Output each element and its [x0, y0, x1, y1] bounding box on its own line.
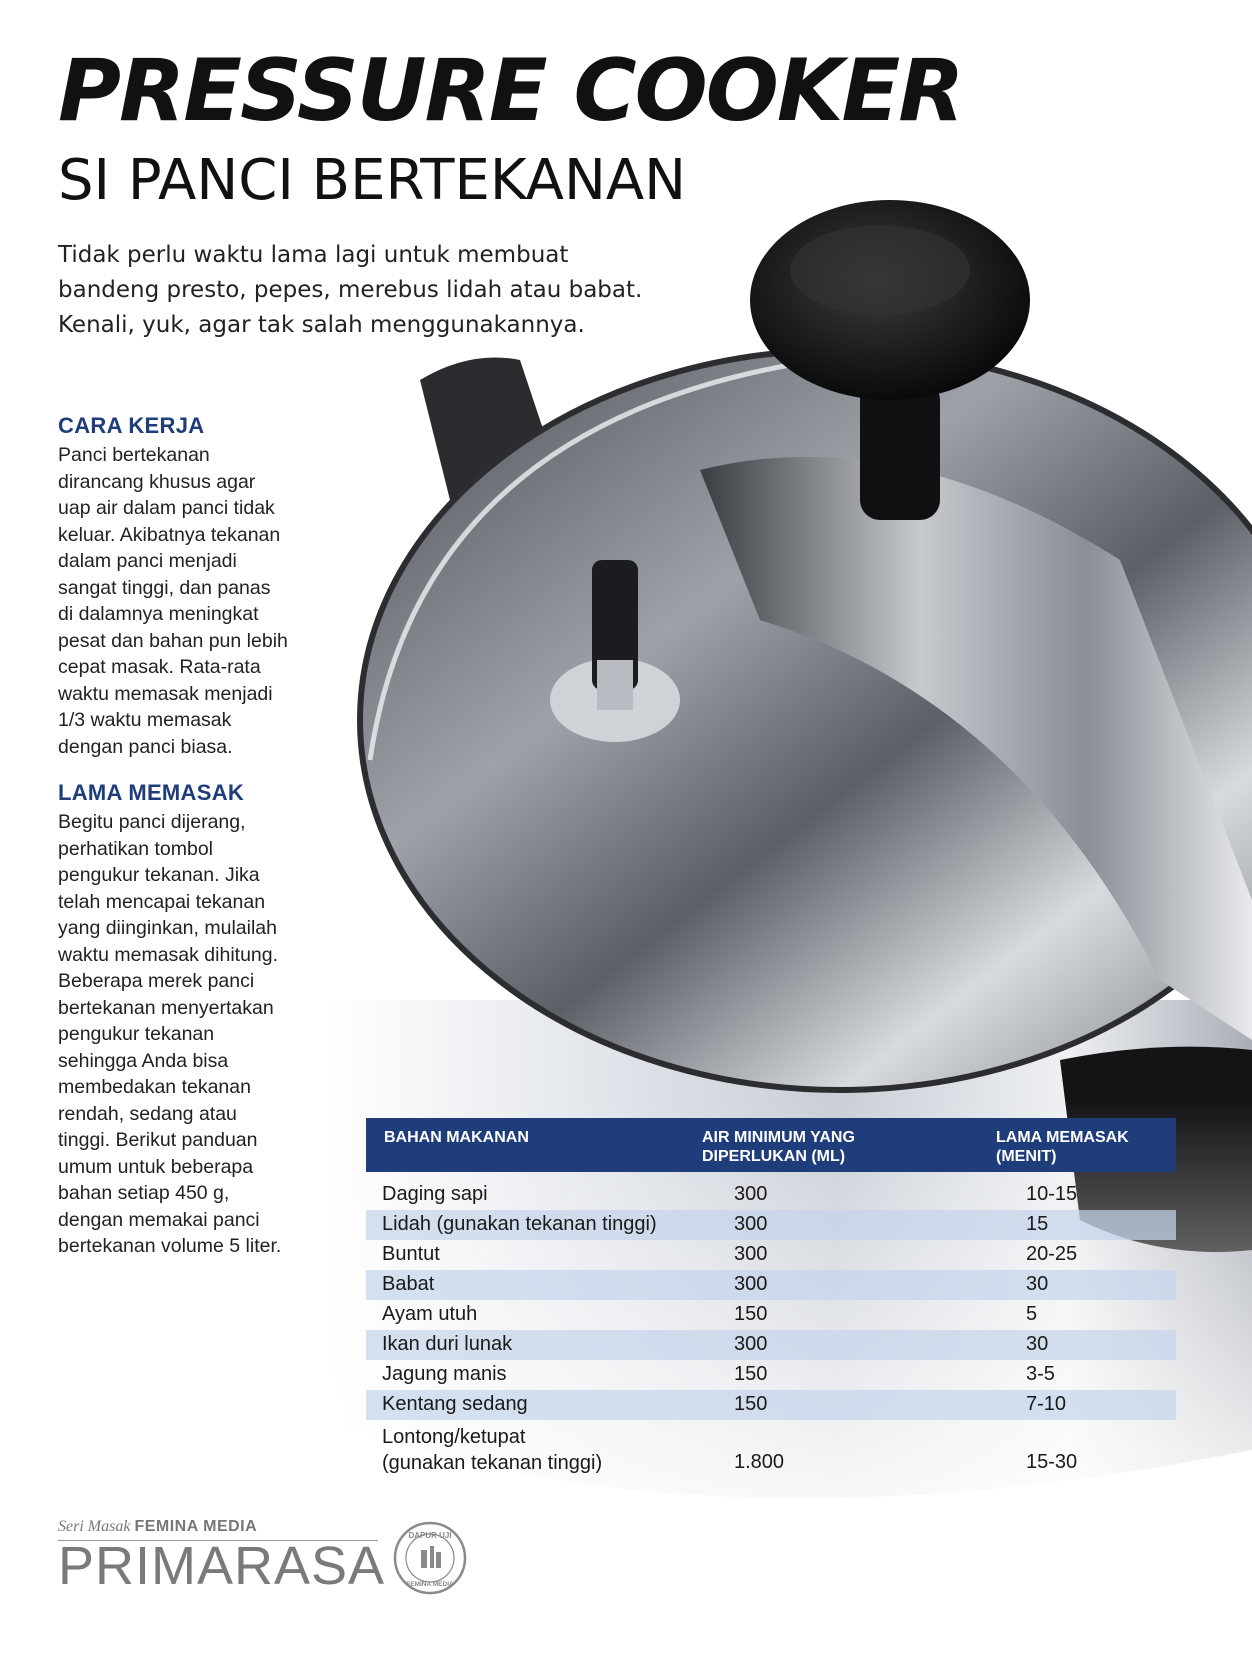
text-line: uap air dalam panci tidak — [58, 497, 275, 519]
table-row — [366, 1360, 1176, 1390]
cell-lama: 3-5 — [1026, 1363, 1055, 1385]
cooking-time-table — [366, 1118, 1176, 1480]
text-line: yang diinginkan, mulailah — [58, 917, 277, 939]
text-line: membedakan tekanan — [58, 1076, 251, 1098]
text-line: telah mencapai tekanan — [58, 890, 266, 913]
brand-logo-text: PRIMARASA — [58, 1536, 386, 1596]
seal-top-text: DAPUR UJI — [408, 1531, 452, 1540]
page-subtitle: SI PANCI BERTEKANAN — [58, 148, 687, 213]
text-line: pengukur tekanan — [58, 1023, 215, 1045]
cell-bahan — [382, 1424, 602, 1476]
cell-lama: 15 — [1026, 1213, 1049, 1235]
cell-bahan: Kentang sedang — [382, 1393, 528, 1415]
text-line: dengan memakai panci — [58, 1208, 260, 1231]
text-line: waktu memasak menjadi — [58, 682, 273, 705]
cell-lama: 30 — [1026, 1333, 1049, 1355]
text-line: Beberapa merek panci — [58, 970, 255, 992]
cell-air: 150 — [734, 1393, 768, 1415]
cara-kerja-heading: CARA KERJA — [58, 413, 205, 438]
lama-memasak-heading: LAMA MEMASAK — [58, 780, 245, 805]
cell-bahan: Ikan duri lunak — [382, 1333, 513, 1355]
dapur-uji-seal-icon — [392, 1520, 468, 1596]
text-line: Panci bertekanan — [58, 444, 210, 466]
cell-air: 150 — [734, 1303, 768, 1325]
cara-kerja-text — [58, 442, 328, 760]
seal-bottom-text: FEMINA MEDIA — [406, 1581, 454, 1588]
text-line: dalam panci menjadi — [58, 550, 237, 572]
text-line: waktu memasak dihitung. — [58, 943, 279, 966]
cell-lama: 15-30 — [1026, 1451, 1078, 1473]
cell-bahan: Buntut — [382, 1243, 440, 1265]
lama-memasak-text — [58, 809, 328, 1260]
lama-memasak-section — [58, 780, 328, 1260]
header-air — [702, 1128, 942, 1166]
table-row — [366, 1240, 1176, 1270]
table-row — [366, 1420, 1176, 1480]
cell-air: 150 — [734, 1363, 768, 1385]
text-line: bahan setiap 450 g, — [58, 1182, 230, 1204]
header-lama — [996, 1128, 1166, 1166]
cell-bahan: Jagung manis — [382, 1363, 507, 1385]
table-row — [366, 1270, 1176, 1300]
text-line: keluar. Akibatnya tekanan — [58, 523, 281, 546]
cell-bahan: Daging sapi — [382, 1183, 488, 1205]
header-lama-line: LAMA MEMASAK — [996, 1129, 1129, 1146]
text-line: umum untuk beberapa — [58, 1155, 254, 1178]
cell-air: 300 — [734, 1213, 768, 1235]
text-line: dengan panci biasa. — [58, 735, 233, 758]
cell-air: 300 — [734, 1243, 768, 1265]
cell-air: 300 — [734, 1333, 768, 1355]
page-title: PRESSURE COOKER — [58, 41, 963, 141]
table-row — [366, 1210, 1176, 1240]
cell-lama: 7-10 — [1026, 1393, 1067, 1415]
text-line: pengukur tekanan. Jika — [58, 864, 260, 886]
text-line: 1/3 waktu memasak — [58, 709, 232, 731]
table-row — [366, 1180, 1176, 1210]
text-line: perhatikan tombol — [58, 837, 214, 860]
text-line: di dalamnya meningkat — [58, 603, 259, 625]
cell-bahan: Babat — [382, 1273, 435, 1295]
table-row — [366, 1300, 1176, 1330]
text-line: bertekanan volume 5 liter. — [58, 1235, 282, 1257]
cell-lama: 30 — [1026, 1273, 1049, 1295]
cell-lama: 20-25 — [1026, 1243, 1078, 1265]
table-header — [366, 1118, 1176, 1172]
header-air-line: AIR MINIMUM YANG — [702, 1129, 855, 1146]
text-line: Begitu panci dijerang, — [58, 811, 246, 833]
header-lama-line: (MENIT) — [996, 1148, 1057, 1165]
header-bahan: BAHAN MAKANAN — [384, 1129, 529, 1146]
series-prefix: Seri Masak — [58, 1518, 131, 1535]
cell-bahan: Ayam utuh — [382, 1303, 478, 1325]
intro-line: Tidak perlu waktu lama lagi untuk membuat — [58, 242, 569, 268]
text-line: pesat dan bahan pun lebih — [58, 629, 288, 652]
text-line: cepat masak. Rata-rata — [58, 656, 261, 678]
text-line: dirancang khusus agar — [58, 470, 256, 493]
cell-air: 1.800 — [734, 1451, 785, 1473]
cell-air: 300 — [734, 1273, 768, 1295]
text-line: bertekanan menyertakan — [58, 996, 274, 1019]
cell-lama: 5 — [1026, 1303, 1038, 1325]
text-line: rendah, sedang atau — [58, 1102, 237, 1125]
table-body — [366, 1180, 1176, 1480]
table-row — [366, 1390, 1176, 1420]
cell-lama: 10-15 — [1026, 1183, 1078, 1205]
text-line: tinggi. Berikut panduan — [58, 1129, 258, 1151]
cara-kerja-section — [58, 413, 328, 760]
series-line — [58, 1518, 385, 1536]
footer-brand — [58, 1518, 386, 1596]
cell-bahan-line: (gunakan tekanan tinggi) — [382, 1452, 603, 1474]
intro-paragraph — [58, 238, 738, 343]
text-line: sangat tinggi, dan panas — [58, 576, 271, 599]
cell-bahan-line: Lontong/ketupat — [382, 1426, 526, 1448]
intro-line: Kenali, yuk, agar tak salah menggunakannya. — [58, 312, 585, 338]
cell-bahan: Lidah (gunakan tekanan tinggi) — [382, 1213, 657, 1235]
cell-air: 300 — [734, 1183, 768, 1205]
text-line: sehingga Anda bisa — [58, 1049, 229, 1072]
intro-line: bandeng presto, pepes, merebus lidah atau babat. — [58, 277, 643, 303]
series-name: FEMINA MEDIA — [134, 1518, 258, 1535]
table-row — [366, 1330, 1176, 1360]
header-air-line: DIPERLUKAN (ML) — [702, 1148, 846, 1165]
